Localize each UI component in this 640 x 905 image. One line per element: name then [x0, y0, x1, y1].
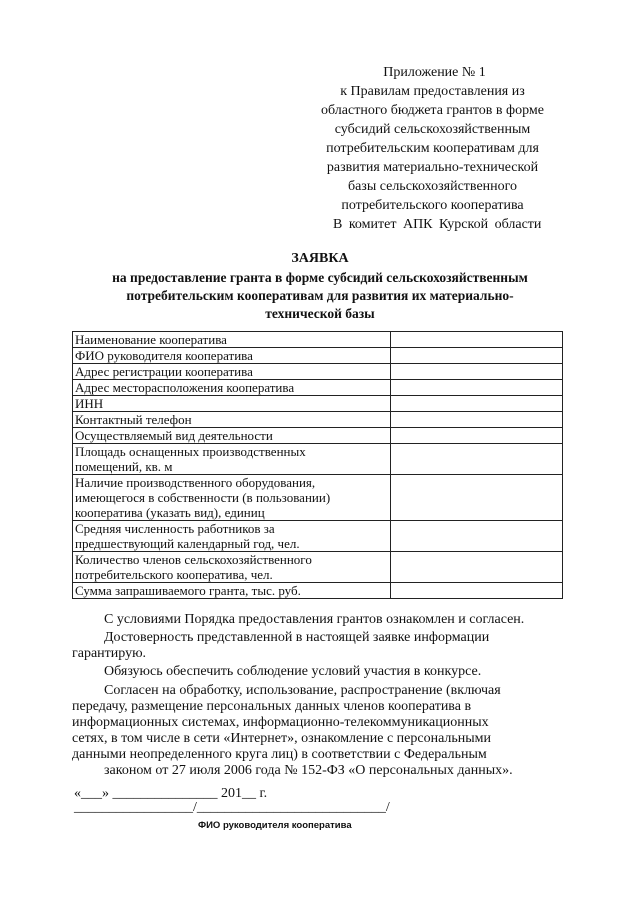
- signature-field[interactable]: _________________/___________________________/: [74, 800, 390, 815]
- table-row: [73, 332, 563, 348]
- row-label: Наименование кооператива: [73, 332, 391, 348]
- row-label: Наличие производственного оборудования, имеющегося в собственности (в пользовании) кооператива (указать вид), единиц: [73, 475, 391, 521]
- heading-line: на предоставление гранта в форме субсидий сельскохозяйственным: [112, 270, 528, 285]
- table-row: [73, 428, 563, 444]
- appendix-line: к Правилам предоставления из: [340, 84, 525, 99]
- table-row: [73, 412, 563, 428]
- row-label: Средняя численность работников за предшествующий календарный год, чел.: [73, 521, 391, 552]
- row-label: Количество членов сельскохозяйственного потребительского кооператива, чел.: [73, 552, 391, 583]
- consent-paragraph: [72, 612, 562, 628]
- obligation-paragraph: [72, 664, 562, 680]
- row-value-field[interactable]: [390, 552, 562, 583]
- table-row: [73, 396, 563, 412]
- heading-line: технической базы: [265, 306, 375, 321]
- table-row: [73, 552, 563, 583]
- document-title: ЗАЯВКА: [291, 251, 349, 266]
- application-table: [72, 331, 563, 599]
- document-heading: [70, 250, 570, 323]
- paragraph-text: информационных системах, информационно-телекоммуникационных: [72, 715, 489, 730]
- paragraph-text: передачу, размещение персональных данных членов кооператива в: [72, 699, 472, 714]
- table-row: [73, 380, 563, 396]
- row-value-field[interactable]: [390, 380, 562, 396]
- row-label: Адрес регистрации кооператива: [73, 364, 391, 380]
- appendix-title: Приложение № 1: [383, 65, 486, 80]
- table-row: [73, 583, 563, 599]
- row-value-field[interactable]: [390, 396, 562, 412]
- appendix-line: потребительским кооперативам для: [326, 141, 539, 156]
- appendix-line: базы сельскохозяйственного: [347, 179, 518, 194]
- row-value-field[interactable]: [390, 444, 562, 475]
- row-value-field[interactable]: [390, 412, 562, 428]
- row-label: Адрес месторасположения кооператива: [73, 380, 391, 396]
- paragraph-text: данными неопределенного круга лиц) в соответствии с Федеральным: [72, 747, 487, 762]
- appendix-line: субсидий сельскохозяйственным: [334, 122, 531, 137]
- heading-line: потребительским кооперативам для развития их материально-: [126, 288, 514, 303]
- appendix-line: областного бюджета грантов в форме: [321, 103, 544, 118]
- accuracy-paragraph: [72, 630, 562, 662]
- paragraph-text: Согласен на обработку, использование, распространение (включая: [104, 683, 501, 698]
- row-label: ИНН: [73, 396, 391, 412]
- addressee: В комитет АПК Курской области: [333, 217, 542, 232]
- table-row: [73, 475, 563, 521]
- paragraph-text: гарантирую.: [72, 646, 147, 661]
- appendix-line: развития материально-технической: [326, 160, 539, 175]
- paragraph-text: сетях, в том числе в сети «Интернет», ознакомление с персональными: [72, 731, 492, 746]
- row-label: ФИО руководителя кооператива: [73, 348, 391, 364]
- row-value-field[interactable]: [390, 428, 562, 444]
- paragraph-text: С условиями Порядка предоставления грантов ознакомлен и согласен.: [104, 612, 525, 627]
- row-value-field[interactable]: [390, 475, 562, 521]
- row-value-field[interactable]: [390, 348, 562, 364]
- appendix-block: [300, 63, 565, 215]
- row-value-field[interactable]: [390, 583, 562, 599]
- row-label: Контактный телефон: [73, 412, 391, 428]
- date-field[interactable]: «___» _______________ 201__ г.: [74, 786, 268, 801]
- row-value-field[interactable]: [390, 332, 562, 348]
- row-value-field[interactable]: [390, 364, 562, 380]
- signature-caption: ФИО руководителя кооператива: [198, 820, 352, 831]
- table-row: [73, 348, 563, 364]
- paragraph-text: Обязуюсь обеспечить соблюдение условий участия в конкурсе.: [104, 664, 482, 679]
- table-row: [73, 444, 563, 475]
- paragraph-text: Достоверность представленной в настоящей заявке информации: [104, 630, 490, 645]
- row-label: Сумма запрашиваемого гранта, тыс. руб.: [73, 583, 391, 599]
- paragraph-text: законом от 27 июля 2006 года № 152-ФЗ «О персональных данных».: [104, 763, 513, 778]
- row-label: Площадь оснащенных производственных помещений, кв. м: [73, 444, 391, 475]
- appendix-line: потребительского кооператива: [341, 198, 524, 213]
- row-label: Осуществляемый вид деятельности: [73, 428, 391, 444]
- personal-data-paragraph: [72, 683, 562, 779]
- table-row: [73, 521, 563, 552]
- row-value-field[interactable]: [390, 521, 562, 552]
- table-row: [73, 364, 563, 380]
